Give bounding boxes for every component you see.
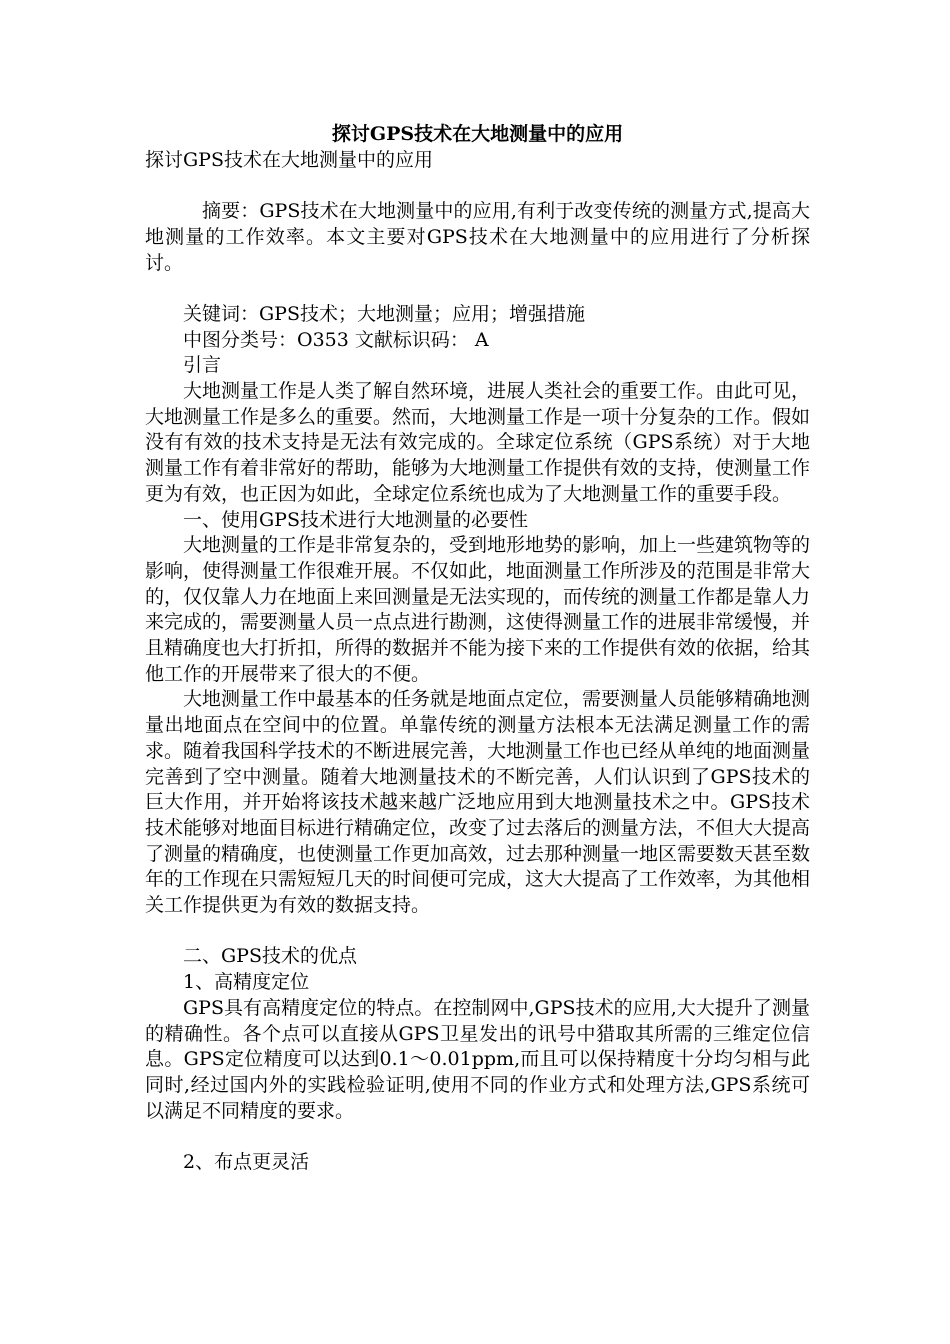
blank-line bbox=[145, 919, 810, 945]
section1-heading: 一、使用GPS技术进行大地测量的必要性 bbox=[183, 508, 528, 531]
blank-line bbox=[145, 173, 810, 199]
section1-paragraph-2: 大地测量工作中最基本的任务就是地面点定位，需要测量人员能够精确地测量出地面点在空间中的位置。单靠传统的测量方法根本无法满足测量工作的需求。随着我国科学技术的不断进展完善，大地测量工作也已经从单纯的地面测量完善到了空中测量。随着大地测量技术的不断完善，人们认识到了GPS技术的巨大作用，并开始将该技术越来越广泛地应用到大地测量技术之中。GPS技术技术能够对地面目标进行精确定位，改变了过去落后的测量方法，不但大大提高了测量的精确度，也使测量工作更加高效，过去那种测量一地区需要数天甚至数年的工作现在只需短短几天的时间便可完成，这大大提高了工作效率，为其他相关工作提供更为有效的数据支持。 bbox=[145, 688, 811, 917]
blank-line bbox=[145, 1124, 810, 1150]
section2-heading: 二、GPS技术的优点 bbox=[183, 945, 357, 968]
blank-line bbox=[145, 276, 810, 302]
subsection2-heading: 2、布点更灵活 bbox=[183, 1151, 310, 1174]
subsection1-paragraph: GPS具有高精度定位的特点。在控制网中,GPS技术的应用,大大提升了测量的精确性。各个点可以直接从GPS卫星发出的讯号中猎取其所需的三维定位信息。GPS定位精度可以达到0.1～0.01ppm,而且可以保持精度十分均匀相与此同时,经过国内外的实践检验证明,使用不同的作业方式和处理方法,GPS系统可以满足不同精度的要求。 bbox=[145, 996, 810, 1122]
classification-line: 中图分类号：O353 文献标识码： A bbox=[183, 328, 489, 351]
subsection1-heading: 1、高精度定位 bbox=[183, 971, 310, 994]
document-subtitle: 探讨GPS技术在大地测量中的应用 bbox=[145, 148, 433, 171]
abstract-paragraph: 摘要：GPS技术在大地测量中的应用,有利于改变传统的测量方式,提高大地测量的工作效率。本文主要对GPS技术在大地测量中的应用进行了分析探讨。 bbox=[145, 200, 810, 274]
intro-paragraph: 大地测量工作是人类了解自然环境，进展人类社会的重要工作。由此可见，大地测量工作是多么的重要。然而，大地测量工作是一项十分复杂的工作。假如没有有效的技术支持是无法有效完成的。全球定位系统（GPS系统）对于大地测量工作有着非常好的帮助，能够为大地测量工作提供有效的支持，使测量工作更为有效，也正因为如此，全球定位系统也成为了大地测量工作的重要手段。 bbox=[145, 380, 811, 505]
intro-heading: 引言 bbox=[183, 354, 222, 377]
document-title: 探讨GPS技术在大地测量中的应用 bbox=[331, 123, 624, 145]
section1-paragraph-1: 大地测量的工作是非常复杂的，受到地形地势的影响，加上一些建筑物等的影响，使得测量工作很难开展。不仅如此，地面测量工作所涉及的范围是非常大的，仅仅靠人力在地面上来回测量是无法实现的，而传统的测量工作都是靠人力来完成的，需要测量人员一点点进行勘测，这使得测量工作的进展非常缓慢，并且精确度也大打折扣，所得的数据并不能为接下来的工作提供有效的依据，给其他工作的开展带来了很大的不便。 bbox=[145, 534, 811, 685]
document-page bbox=[145, 122, 810, 1176]
keywords-line: 关键词：GPS技术；大地测量；应用；增强措施 bbox=[183, 302, 585, 325]
